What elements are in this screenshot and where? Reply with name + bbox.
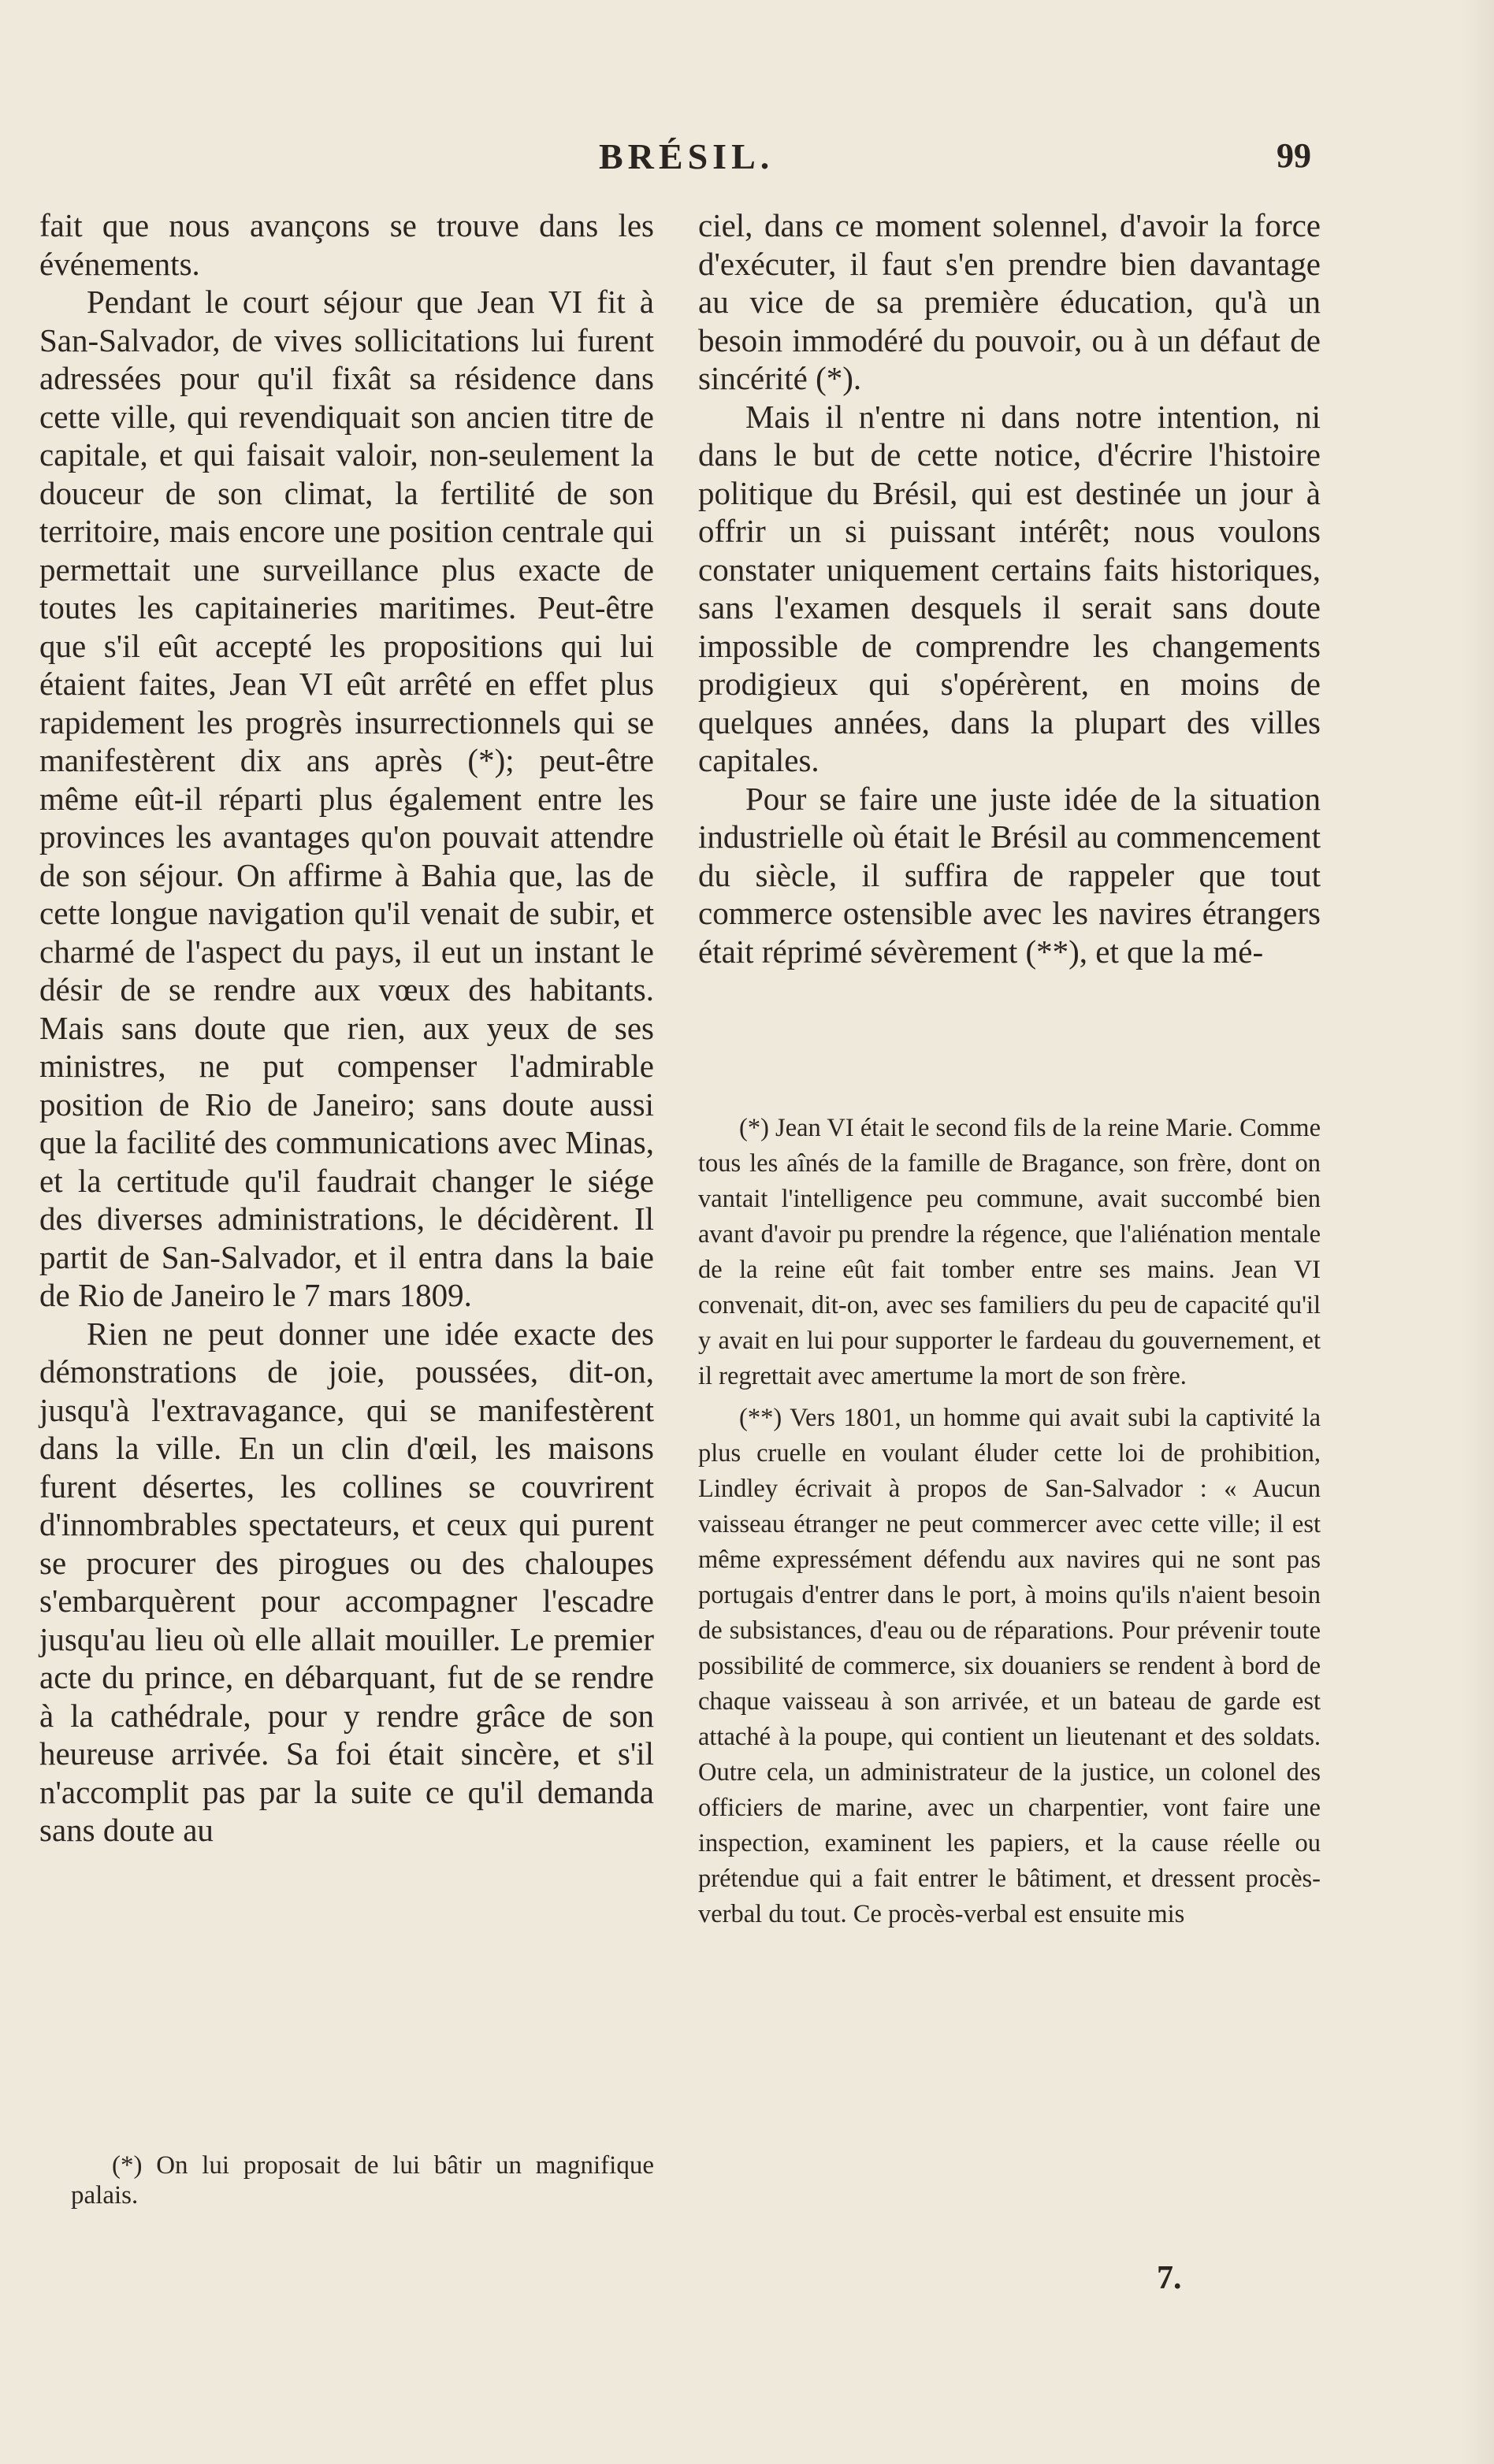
page-number: 99	[1277, 136, 1311, 175]
left-column	[39, 206, 654, 1850]
right-footnotes	[698, 1111, 1321, 1932]
page-title: BRÉSIL.	[599, 136, 775, 176]
left-paragraph-1: fait que nous avançons se trouve dans les événements.	[39, 207, 654, 282]
right-paragraph-2: Mais il n'entre ni dans notre intention, ni dans le but de cette notice, d'écrire l'histoire politique du Brésil, qui est destinée un jour à offrir un si puissant intérêt; nous voulons constater uniquement certains faits historiques, sans l'examen desquels il serait sans doute impossible de comprendre les changements prodigieux qui s'opérèrent, en moins de quelques années, dans la plupart des villes capitales.	[698, 398, 1321, 778]
left-footnotes	[71, 2150, 654, 2210]
left-paragraph-2: Pendant le court séjour que Jean VI fit à San-Salvador, de vives sollicitations lui furent adressées pour qu'il fixât sa résidence dans cette ville, qui revendiquait son ancien titre de capitale, et qui faisait valoir, non-seulement la douceur de son climat, la fertilité de son territoire, mais encore une position centrale qui permettait une surveillance plus exacte de toutes les capitaineries maritimes. Peut-être que s'il eût accepté les propositions qui lui étaient faites, Jean VI eût arrêté en effet plus rapidement les progrès insurrectionnels qui se manifestèrent dix ans après (*); peut-être même eût-il réparti plus également entre les provinces les avantages qu'on pouvait attendre de son séjour. On affirme à Bahia que, las de cette longue navigation qu'il venait de subir, et charmé de l'aspect du pays, il eut un instant le désir de se rendre aux vœux des habitants. Mais sans doute que rien, aux yeux de ses ministres, ne put compenser l'admirable position de Rio de Janeiro; sans doute aussi que la facilité des communications avec Minas, et la certitude qu'il faudrait changer le siége des diverses administrations, le décidèrent. Il partit de San-Salvador, et il entra dans la baie de Rio de Janeiro le 7 mars 1809.	[39, 284, 654, 1313]
right-column	[698, 206, 1321, 970]
signature-mark: 7.	[1157, 2260, 1182, 2296]
running-head	[0, 135, 1494, 183]
right-footnote-1: (*) Jean VI était le second fils de la reine Marie. Comme tous les aînés de la famille de Bragance, son frère, dont on vantait l'intelligence peu commune, avait succombé bien avant d'avoir pu prendre la régence, que l'aliénation mentale de la reine eût fait tomber entre ses mains. Jean VI convenait, dit-on, avec ses familiers du peu de capacité qu'il y avait en lui pour supporter le fardeau du gouvernement, et il regrettait avec amertume la mort de son frère.	[698, 1114, 1321, 1390]
page-edge-shadow	[1462, 0, 1494, 2464]
left-paragraph-3: Rien ne peut donner une idée exacte des démonstrations de joie, poussées, dit-on, jusqu'à l'extravagance, qui se manifestèrent dans la ville. En un clin d'œil, les maisons furent désertes, les collines se couvrirent d'innombrables spectateurs, et ceux qui purent se procurer des pirogues ou des chaloupes s'embarquèrent pour accompagner l'escadre jusqu'au lieu où elle allait mouiller. Le premier acte du prince, en débarquant, fut de se rendre à la cathédrale, pour y rendre grâce de son heureuse arrivée. Sa foi était sincère, et s'il n'accomplit pas par la suite ce qu'il demanda sans doute au	[39, 1315, 654, 1848]
right-footnote-2: (**) Vers 1801, un homme qui avait subi la captivité la plus cruelle en voulant éluder cette loi de prohibition, Lindley écrivait à propos de San-Salvador : « Aucun vaisseau étranger ne peut commercer avec cette ville; il est même expressément défendu aux navires qui ne sont pas portugais d'entrer dans le port, à moins qu'ils n'aient besoin de subsistances, d'eau ou de réparations. Pour prévenir toute possibilité de commerce, six douaniers se rendent à bord de chaque vaisseau à son arrivée, et un bateau de garde est attaché à la poupe, qui contient un lieutenant et des soldats. Outre cela, un administrateur de la justice, un colonel des officiers de marine, avec un charpentier, vont faire une inspection, examinent les papiers, et la cause réelle ou prétendue qui a fait entrer le bâtiment, et dressent procès-verbal du tout. Ce procès-verbal est ensuite mis	[698, 1404, 1321, 1928]
left-footnote-1: (*) On lui proposait de lui bâtir un magnifique palais.	[71, 2151, 654, 2210]
right-paragraph-1: ciel, dans ce moment solennel, d'avoir la force d'exécuter, il faut s'en prendre bien davantage au vice de sa première éducation, qu'à un besoin immodéré du pouvoir, ou à un défaut de sincérité (*).	[698, 207, 1321, 396]
right-paragraph-3: Pour se faire une juste idée de la situation industrielle où était le Brésil au commencement du siècle, il suffira de rappeler que tout commerce ostensible avec les navires étrangers était réprimé sévèrement (**), et que la mé-	[698, 780, 1321, 970]
